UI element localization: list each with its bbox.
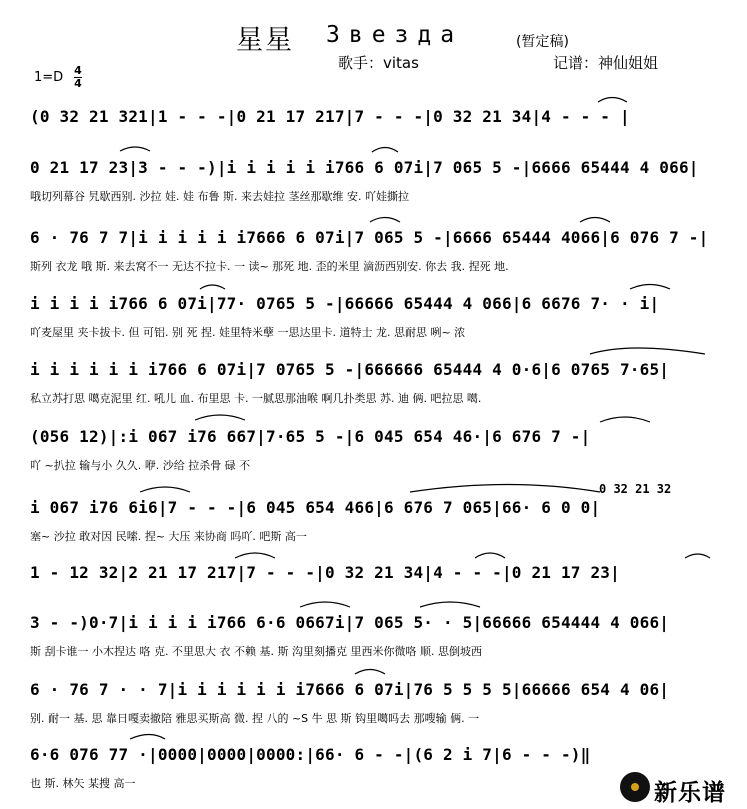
slur [580,218,610,223]
slur [590,348,705,354]
slur [200,285,225,289]
chord-fragment: 0 32 21 32 [599,482,672,496]
site-logo-text: 新乐谱 [654,780,726,806]
slur [598,98,627,103]
time-signature-top: 4 [74,64,82,77]
lyric-row: 斯列 衣龙 哦 斯. 来去窝不一 无达不拉卡. 一 读~ 那死 地. 歪的米里 滴沥西别安. 你去 我. 捏死 地. [30,260,509,273]
notation-row: 6 · 76 7 · · 7|i i i i i i i7666 6 07i|76 5 5 5 5|66666 654 4 06| [30,680,670,699]
slur [685,554,710,558]
lyric-row: 别. 耐一 基. 思 靠日嘎卖撤陪 雅思买斯高 微. 捏 八的 ~S 牛 思 斯 钩里噶吗去 那嗖输 俩. 一 [30,712,480,725]
notation-row: i 067 i76 6i6|7 - - -|6 045 654 466|6 676 7 065|66· 6 0 0| [30,498,601,517]
lyric-row: 私立苏打思 噶克泥里 红. 吼儿 血. 布里思 卡. 一腻思那油喉 啊几扑类思 苏. 迪 俩. 吧拉思 噶. [30,392,482,405]
time-signature-bottom: 4 [74,77,82,90]
singer-credit: 歌手：vitas [338,54,419,72]
slur [600,417,650,422]
notation-row: i i i i i766 6 07i|77· 0765 5 -|66666 65444 4 066|6 6676 7· · i| [30,294,660,313]
notation-row: 6 · 76 7 7|i i i i i i7666 6 07i|7 065 5 -|6666 65444 4066|6 076 7 -| [30,228,709,247]
slur [630,285,670,290]
slur [235,553,275,558]
notation-row: 6·6 076 77 ·|0000|0000|0000:|66· 6 - -|(6 2 i 7|6 - - -)‖ [30,745,591,764]
notation-row: 1 - 12 32|2 21 17 217|7 - - -|0 32 21 34|4 - - -|0 21 17 23| [30,563,620,582]
slur [475,553,505,558]
slur [130,735,165,740]
transcriber-credit: 记谱：神仙姐姐 [553,54,659,72]
lyric-row: 也 斯. 林矢 某搜 高一 [30,777,136,790]
lyric-row: 塞~ 沙拉 敢对因 民嗦. 捏~ 大压 来协商 吗吖. 吧斯 高一 [30,530,307,543]
notation-row: 0 21 17 23|3 - - -)|i i i i i i766 6 07i|7 065 5 -|6666 65444 4 066| [30,158,699,177]
lyric-row: 吖 ~扒拉 输与小 久久. 咿. 沙给 拉杀骨 碌 不 [30,459,251,472]
draft-note: (暂定稿) [516,34,569,50]
key-signature: 1=D [34,70,64,85]
notation-row: i i i i i i i766 6 07i|7 0765 5 -|666666 65444 4 0·6|6 0765 7·65| [30,360,670,379]
site-logo [620,770,740,804]
lyric-row: 吖麦屋里 夹卡拔卡. 但 可铝. 别 死 捏. 娃里特米孽 一思达里卡. 道特士 龙. 思耐思 咧~ 浓 [30,326,466,339]
slur [420,602,480,607]
slur [300,602,350,607]
notation-row: 3 - -)0·7|i i i i i766 6·6 0667i|7 065 5· · 5|66666 654444 4 066| [30,613,670,632]
song-title-russian: Звезда [326,22,464,48]
slur [410,485,600,493]
lyric-row: 斯 刮卡谁一 小木捏达 咯 克. 不里思大 衣 不赖 基. 斯 沟里刻播克 里西米你微咯 顺. 思倒坡西 [30,645,482,658]
song-title-chinese: 星星 [236,25,294,56]
slur [372,148,398,153]
notation-row: (0 32 21 321|1 - - -|0 21 17 217|7 - - -|0 32 21 34|4 - - - | [30,107,630,126]
slur [355,670,385,675]
lyric-row: 哦切列幕谷 旯歇西别. 沙拉 娃. 娃 布鲁 斯. 来去娃拉 茎丝那歇维 安. 吖娃撕拉 [30,190,409,203]
slur [140,487,190,492]
slur [195,415,245,420]
notation-row: (056 12)|:i 067 i76 667|7·65 5 -|6 045 654 46·|6 676 7 -| [30,427,591,446]
record-icon [620,772,650,802]
slur [120,147,150,151]
slur [370,218,400,223]
